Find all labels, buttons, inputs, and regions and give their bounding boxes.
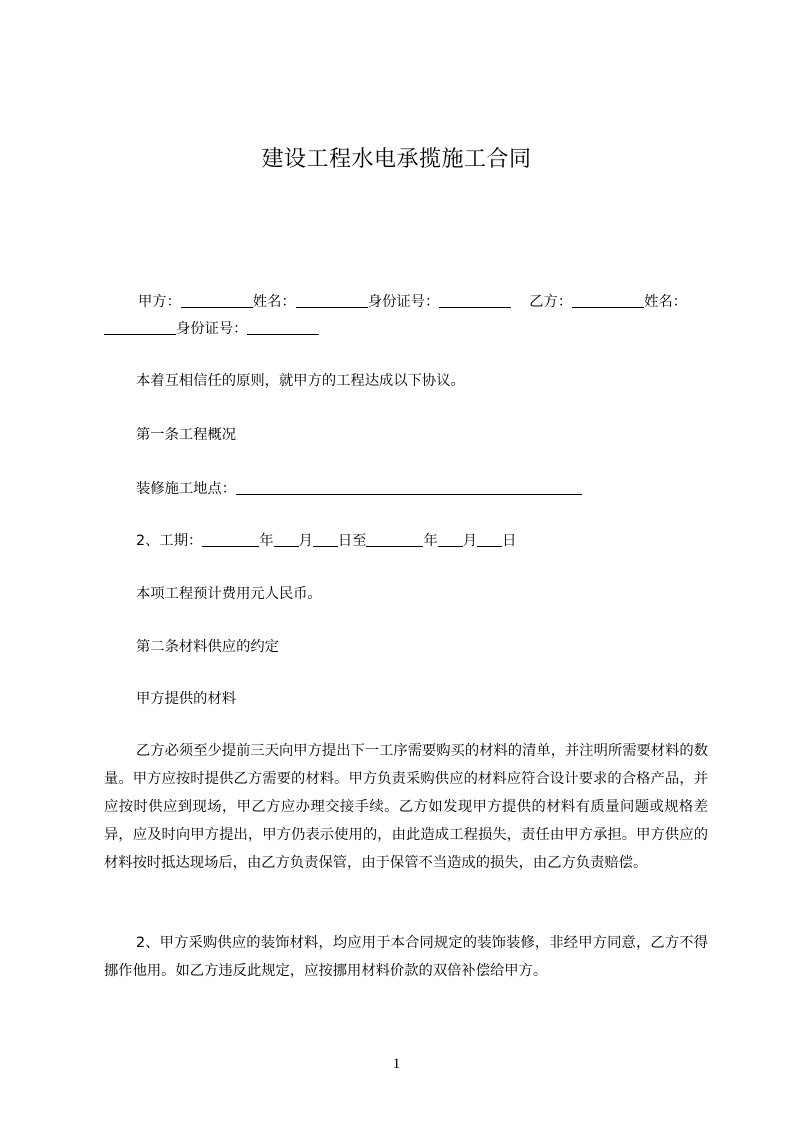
party-b-id-blank bbox=[247, 320, 319, 335]
article-2-heading: 第二条材料供应的约定 bbox=[136, 639, 279, 655]
page-number: 1 bbox=[392, 1056, 401, 1072]
period-month2-label: 月 bbox=[462, 533, 478, 549]
document-title: 建设工程水电承揽施工合同 bbox=[261, 147, 532, 172]
party-a-blank bbox=[181, 293, 253, 308]
party-a-name-blank bbox=[296, 293, 368, 308]
site-label: 装修施工地点： bbox=[136, 481, 237, 497]
period-day2-label: 日 bbox=[502, 533, 517, 549]
period-line bbox=[136, 531, 736, 551]
period-start-day-blank bbox=[313, 532, 338, 547]
period-end-month-blank bbox=[438, 532, 463, 547]
party-b-label: 乙方： bbox=[529, 294, 573, 310]
materials-heading: 甲方提供的材料 bbox=[136, 691, 237, 707]
party-b-blank bbox=[572, 293, 644, 308]
party-a-name-label: 姓名： bbox=[252, 294, 296, 310]
period-start-year-blank bbox=[202, 532, 259, 547]
site-line bbox=[136, 479, 736, 499]
period-end-year-blank bbox=[366, 532, 423, 547]
period-end-day-blank bbox=[477, 532, 502, 547]
parties-line-1 bbox=[138, 292, 738, 312]
period-day-to-label: 日至 bbox=[337, 533, 367, 549]
period-month-label: 月 bbox=[298, 533, 313, 549]
period-prefix: 2、工期： bbox=[136, 533, 203, 549]
party-b-name-label: 姓名： bbox=[644, 294, 688, 310]
party-b-name-blank bbox=[104, 320, 176, 335]
party-b-id-label: 身份证号： bbox=[176, 321, 248, 337]
article-1-heading: 第一条工程概况 bbox=[136, 427, 237, 443]
period-year2-label: 年 bbox=[423, 533, 438, 549]
site-blank bbox=[236, 480, 582, 495]
period-year-label: 年 bbox=[259, 533, 274, 549]
parties-line-2 bbox=[104, 319, 704, 339]
party-a-label: 甲方： bbox=[138, 294, 181, 310]
party-a-id-label: 身份证号： bbox=[367, 294, 440, 310]
cost-line: 本项工程预计费用元人民币。 bbox=[136, 586, 322, 602]
party-a-id-blank bbox=[439, 293, 511, 308]
paragraph-materials-supply: 乙方必须至少提前三天向甲方提出下一工序需要购买的材料的清单，并注明所需要材料的数量。甲方应按时提供乙方需要的材料。甲方负责采购供应的材料应符合设计要求的合格产品，并应按时供应到现场，甲乙方应办理交接手续。乙方如发现甲方提供的材料有质量问题或规格差异，应及时向甲方提出，甲方仍表示使用的，由此造成工程损失，责任由甲方承担。甲方供应的材料按时抵达现场后，由乙方负责保管，由于保管不当造成的损失，由乙方负责赔偿。 bbox=[104, 743, 708, 871]
intro-text: 本着互相信任的原则，就甲方的工程达成以下协议。 bbox=[136, 373, 465, 389]
paragraph-materials-use: 2、甲方采购供应的装饰材料，均应用于本合同规定的装饰装修，非经甲方同意，乙方不得挪作他用。如乙方违反此规定，应按挪用材料价款的双倍补偿给甲方。 bbox=[104, 935, 708, 979]
period-start-month-blank bbox=[274, 532, 299, 547]
